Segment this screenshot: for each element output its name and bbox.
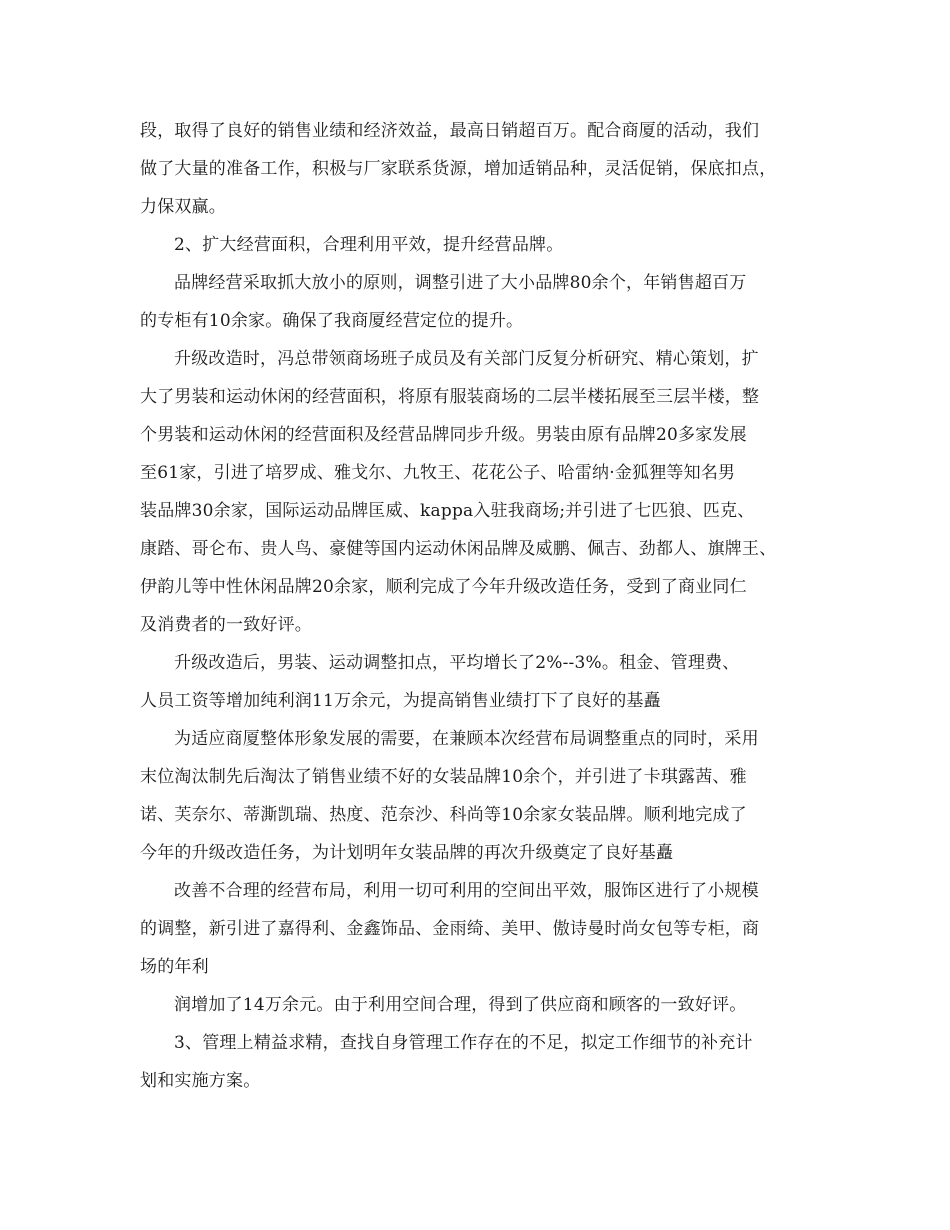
section-heading: 3、管理上精益求精，查找自身管理工作存在的不足，拟定工作细节的补充计: [174, 1033, 753, 1053]
text-line: 升级改造后，男装、运动调整扣点，平均增长了2%--3%。租金、管理费、: [174, 653, 740, 673]
text-line: 人员工资等增加纯利润11万余元，为提高销售业绩打下了良好的基矗: [140, 691, 661, 711]
text-line: 及消费者的一致好评。: [140, 615, 312, 635]
text-line: 今年的升级改造任务，为计划明年女装品牌的再次升级奠定了良好基矗: [140, 843, 674, 863]
text-line: 的调整，新引进了嘉得利、金鑫饰品、金雨绮、美甲、傲诗曼时尚女包等专柜，商: [140, 919, 760, 939]
text-line: 末位淘汰制先后淘汰了销售业绩不好的女装品牌10余个，并引进了卡琪露茜、雅: [140, 767, 747, 787]
text-line: 做了大量的准备工作，积极与厂家联系货源，增加适销品种，灵活促销，保底扣点，: [140, 159, 777, 179]
text-line: 个男装和运动休闲的经营面积及经营品牌同步升级。男装由原有品牌20多家发展: [140, 425, 747, 445]
text-line: 的专柜有10余家。确保了我商厦经营定位的提升。: [140, 311, 524, 331]
text-line: 诺、芙奈尔、蒂澌凯瑞、热度、范奈沙、科尚等10余家女装品牌。顺利地完成了: [140, 805, 747, 825]
text-line: 康踏、哥仑布、贵人鸟、豪健等国内运动休闲品牌及威鹏、佩吉、劲都人、旗牌王、: [140, 539, 777, 559]
text-line: 装品牌30余家，国际运动品牌匡威、kappa入驻我商场;并引进了七匹狼、匹克、: [140, 501, 755, 521]
section-heading: 2、扩大经营面积，合理利用平效，提升经营品牌。: [174, 235, 564, 255]
text-line: 为适应商厦整体形象发展的需要，在兼顾本次经营布局调整重点的同时，采用: [174, 729, 759, 749]
text-line: 润增加了14万余元。由于利用空间合理，得到了供应商和顾客的一致好评。: [174, 995, 747, 1015]
text-line: 大了男装和运动休闲的经营面积，将原有服装商场的二层半楼拓展至三层半楼，整: [140, 387, 760, 407]
text-line: 伊韵儿等中性休闲品牌20余家，顺利完成了今年升级改造任务，受到了商业同仁: [140, 577, 747, 597]
document-body: [140, 112, 820, 1100]
text-line: 至61家，引进了培罗成、雅戈尔、九牧王、花花公子、哈雷纳·金狐狸等知名男: [140, 463, 736, 483]
text-line: 划和实施方案。: [140, 1071, 261, 1091]
text-line: 段，取得了良好的销售业绩和经济效益，最高日销超百万。配合商厦的活动，我们: [140, 121, 760, 141]
text-line: 场的年利: [140, 957, 209, 977]
text-line: 品牌经营采取抓大放小的原则，调整引进了大小品牌80余个，年销售超百万: [174, 273, 747, 293]
text-line: 改善不合理的经营布局，利用一切可利用的空间出平效，服饰区进行了小规模: [174, 881, 759, 901]
text-line: 力保双赢。: [140, 197, 226, 217]
text-line: 升级改造时，冯总带领商场班子成员及有关部门反复分析研究、精心策划，扩: [174, 349, 759, 369]
